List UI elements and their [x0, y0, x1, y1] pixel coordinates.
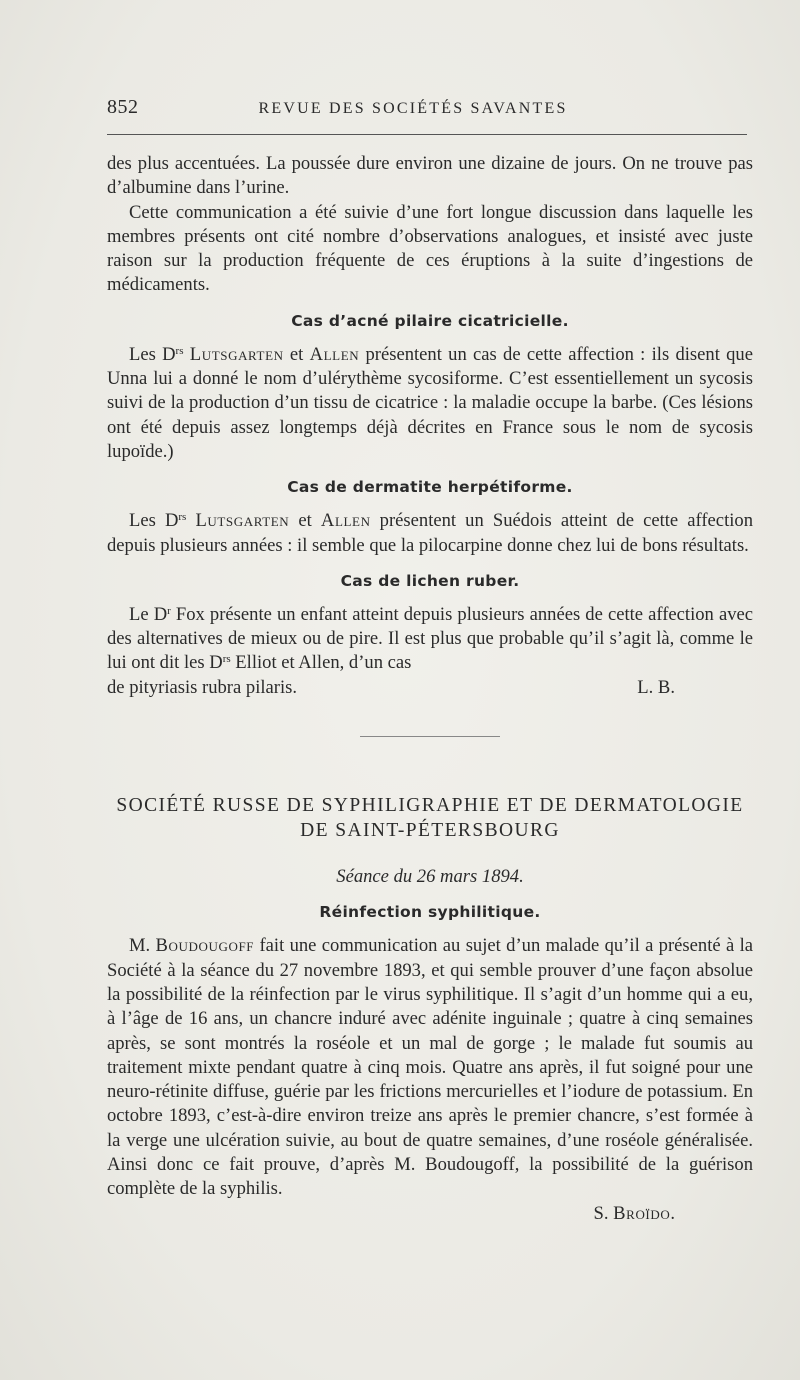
body-text: Elliot et Allen, d’un cas — [230, 652, 412, 674]
lead-text: Les D — [129, 343, 176, 365]
page-header — [107, 96, 747, 119]
paragraph-continuation: des plus accentuées. La poussée dure environ une dizaine de jours. On ne trouve pas d’albumine dans l’urine. — [107, 153, 753, 199]
superscript: rs — [178, 511, 187, 524]
heading-acne-pilaire: Cas d’acné pilaire cicatricielle. — [291, 311, 569, 330]
signature-end: . — [670, 1202, 675, 1224]
header-rule — [107, 134, 747, 135]
final-signature — [107, 1202, 753, 1226]
section-divider — [360, 736, 500, 737]
heading-lichen-ruber: Cas de lichen ruber. — [340, 571, 520, 590]
superscript: r — [167, 604, 171, 617]
body-text: fait une communication au sujet d’un malade qu’il a présenté à la Société à la séance du 27 novembre 1893, et qui semble prouver d’une façon absolue la possibilité de la réinfection par le virus syphilitique. Il s’agit d’un homme qui a eu, à l’âge de 16 ans, un chancre induré avec adénite inguinale ; quatre à cinq semaines après, se sont montrés la roséole et un mal de gorge ; le malade fut soumis au traitement mixte pendant quatre à cinq mois. Quatre ans après, il fut soigné pour une neuro-rétinite diffuse, guérie par les frictions mercurielles et l’iodure de potassium. En octobre 1893, c’est-à-dire environ treize ans après le premier chancre, s’est formée à la verge une ulcération suivie, au bout de quatre semaines, d’une roséole généralisée. Ainsi donc ce fait prouve, d’après M. Boudougoff, la possibilité de la guérison complète de la syphilis. — [107, 935, 753, 1200]
author-name: Lutsgarten — [195, 510, 290, 532]
author-name: Allen — [320, 510, 371, 532]
conjunction: et — [289, 510, 321, 532]
society-title-line: SOCIÉTÉ RUSSE DE SYPHILIGRAPHIE ET DE DERMATOLOGIE — [116, 795, 744, 817]
heading-dermatite: Cas de dermatite herpétiforme. — [287, 478, 573, 497]
body-text: présentent un cas de cette affection : ils disent que Unna lui a donné le nom d’ulérythème sycosiforme. C’est essentiellement un sycosis suivi de la production d’un tissu de cicatrice : la maladie occupe la barbe. (Ces lésions ont été depuis assez longtemps déjà décrites en France sous le nom de sycosis lupoïde.) — [107, 343, 753, 462]
heading-reinfection: Réinfection syphilitique. — [319, 903, 541, 922]
signature-name: Broïdo — [613, 1202, 671, 1224]
body-text: Fox présente un enfant atteint depuis plusieurs années de cette affection avec des alternatives de mieux ou de pire. Il est plus que probable qu’il s’agit là, comme le lui ont dit les D — [107, 603, 753, 674]
lead-text: Les D — [129, 510, 179, 532]
signature: L. B. — [637, 676, 675, 698]
society-title-line: DE SAINT-PÉTERSBOURG — [300, 820, 560, 842]
body-text: présentent un Suédois atteint de cette affection depuis plusieurs années : il semble que la pilocarpine donne chez lui de bons résultats. — [107, 510, 753, 556]
last-line: de pityriasis rubra pilaris. — [107, 676, 298, 698]
author-name: Boudougoff — [155, 935, 255, 957]
lead-text: M. — [129, 935, 156, 957]
seance-date: Séance du 26 mars 1894. — [336, 866, 524, 888]
lead-text: Le D — [129, 603, 168, 625]
signature-row — [107, 676, 753, 700]
author-name: Lutsgarten — [189, 343, 284, 365]
page-body — [107, 152, 753, 1226]
superscript: rs — [222, 653, 231, 666]
conjunction: et — [283, 343, 310, 365]
signature-initial: S. — [593, 1202, 614, 1224]
author-name: Allen — [309, 343, 360, 365]
superscript: rs — [175, 344, 184, 357]
paragraph-acne-pilaire — [107, 343, 753, 464]
page-number: 852 — [107, 96, 139, 118]
paragraph-discussion: Cette communication a été suivie d’une fort longue discussion dans laquelle les membres présents ont cité nombre d’observations analogues, et insisté avec juste raison sur la production fréquente de ces éruptions à la suite d’ingestions de médicaments. — [107, 201, 753, 296]
paragraph-dermatite — [107, 509, 753, 558]
paragraph-reinfection — [107, 934, 753, 1201]
paragraph-lichen-ruber — [107, 603, 753, 676]
running-title: REVUE DES SOCIÉTÉS SAVANTES — [258, 100, 568, 117]
society-title — [107, 793, 753, 843]
